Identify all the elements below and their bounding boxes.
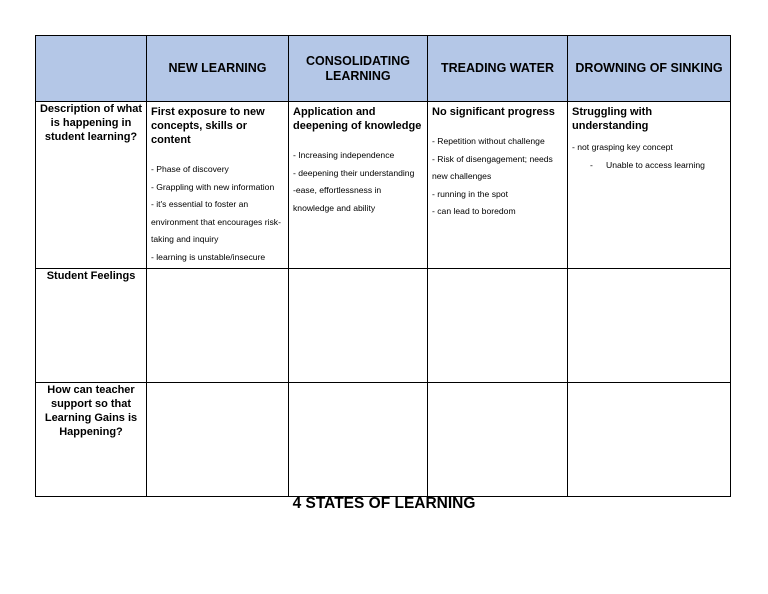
cell-treading-water-description [428, 102, 568, 269]
list-item: - Risk of disengagement; needs new challenges [432, 153, 553, 181]
bullet-list [293, 147, 423, 217]
row-label-description: Description of what is happening in student learning? [36, 102, 147, 269]
list-item: - not grasping key concept [572, 142, 673, 152]
table-row-description [36, 102, 731, 269]
list-item: - Increasing independence [293, 150, 395, 160]
bullet-list [151, 161, 284, 266]
header-corner-cell [36, 36, 147, 102]
empty-cell [568, 269, 731, 383]
list-item: - Grappling with new information [151, 181, 275, 192]
row-label-student-feelings: Student Feelings [36, 269, 147, 383]
list-item: - can lead to boredom [432, 206, 516, 216]
list-item-sub [572, 157, 726, 175]
row-label-teacher-support: How can teacher support so that Learning Gains is Happening? [36, 383, 147, 497]
bullet-list [432, 133, 563, 221]
states-of-learning-table [35, 35, 731, 497]
header-new-learning: NEW LEARNING [147, 36, 289, 102]
header-treading-water: TREADING WATER [428, 36, 568, 102]
cell-heading: Struggling with understanding [572, 106, 653, 132]
list-item: - running in the spot [432, 188, 508, 199]
empty-cell [147, 269, 289, 383]
list-item: - deepening their understanding [293, 167, 415, 178]
page-title: 4 STATES OF LEARNING [292, 495, 476, 512]
empty-cell [289, 383, 428, 497]
empty-cell [568, 383, 731, 497]
empty-cell [289, 269, 428, 383]
table-row-student-feelings [36, 269, 731, 383]
cell-heading: Application and deepening of knowledge [293, 106, 422, 132]
header-row [36, 36, 731, 102]
cell-new-learning-description [147, 102, 289, 269]
list-item: - Phase of discovery [151, 164, 229, 174]
list-item: -ease, effortlessness in knowledge and ability [293, 185, 382, 213]
sub-bullet-text: Unable to access learning [606, 159, 705, 170]
cell-drowning-description [568, 102, 731, 269]
empty-cell [428, 269, 568, 383]
cell-consolidating-description [289, 102, 428, 269]
list-item: - it's essential to foster an environment that encourages risk-taking and inquiry [151, 199, 281, 244]
header-drowning-sinking: DROWNING OF SINKING [568, 36, 731, 102]
cell-heading: No significant progress [432, 106, 555, 118]
sub-bullet-dash: - [590, 159, 593, 170]
table-row-teacher-support [36, 383, 731, 497]
list-item: - learning is unstable/insecure [151, 251, 266, 262]
header-consolidating-learning: CONSOLIDATING LEARNING [289, 36, 428, 102]
empty-cell [147, 383, 289, 497]
list-item: - Repetition without challenge [432, 136, 545, 146]
cell-heading: First exposure to new concepts, skills or content [151, 106, 265, 146]
empty-cell [428, 383, 568, 497]
bullet-list [572, 139, 726, 174]
